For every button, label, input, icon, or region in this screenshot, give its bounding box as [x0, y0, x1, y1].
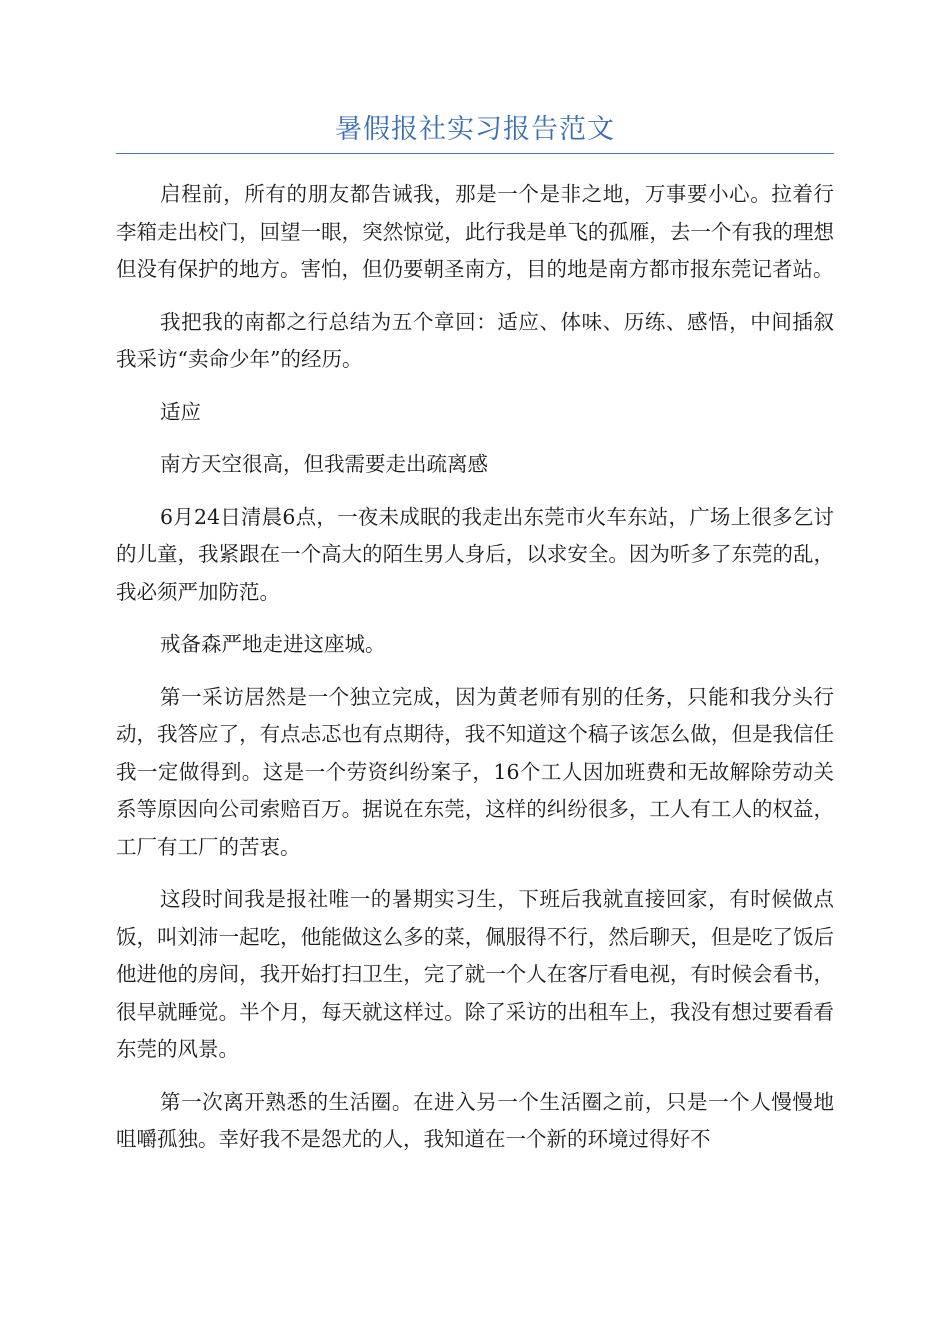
paragraph: 6月24日清晨6点，一夜未成眠的我走出东莞市火车东站，广场上很多乞讨的儿童，我紧跟在一个高大的陌生男人身后，以求安全。因为听多了东莞的乱，我必须严加防范。: [116, 504, 834, 604]
paragraph: 这段时间我是报社唯一的暑期实习生，下班后我就直接回家，有时候做点饭，叫刘沛一起吃，他能做这么多的菜，佩服得不行，然后聊天，但是吃了饭后他进他的房间，我开始打扫卫生，完了就一个人在客厅看电视，有时候会看书，很早就睡觉。半个月，每天就这样过。除了采访的出租车上，我没有想过要看看东莞的风景。: [116, 887, 834, 1061]
paragraph: 启程前，所有的朋友都告诫我，那是一个是非之地，万事要小心。拉着行李箱走出校门，回望一眼，突然惊觉，此行我是单飞的孤雁，去一个有我的理想但没有保护的地方。害怕，但仍要朝圣南方，目的地是南方都市报东莞记者站。: [116, 182, 834, 281]
title-underline: [116, 153, 834, 154]
document-title: 暑假报社实习报告范文: [335, 114, 615, 145]
paragraph: 我把我的南都之行总结为五个章回：适应、体味、历练、感悟，中间插叙我采访“卖命少年”的经历。: [116, 309, 834, 371]
document-body: [116, 176, 834, 1174]
paragraph: 戒备森严地走进这座城。: [160, 632, 386, 656]
paragraph: 第一次离开熟悉的生活圈。在进入另一个生活圈之前，只是一个人慢慢地咀嚼孤独。幸好我不是怨尤的人，我知道在一个新的环境过得好不: [116, 1089, 834, 1151]
section-heading: 适应: [160, 399, 201, 424]
subheading: 南方天空很高，但我需要走出疏离感: [160, 452, 488, 476]
paragraph: 第一采访居然是一个独立完成，因为黄老师有别的任务，只能和我分头行动，我答应了，有点忐忑也有点期待，我不知道这个稿子该怎么做，但是我信任我一定做得到。这是一个劳资纠纷案子，16个工人因加班费和无故解除劳动关系等原因向公司索赔百万。据说在东莞，这样的纠纷很多，工人有工人的权益，工厂有工厂的苦衷。: [116, 684, 834, 859]
